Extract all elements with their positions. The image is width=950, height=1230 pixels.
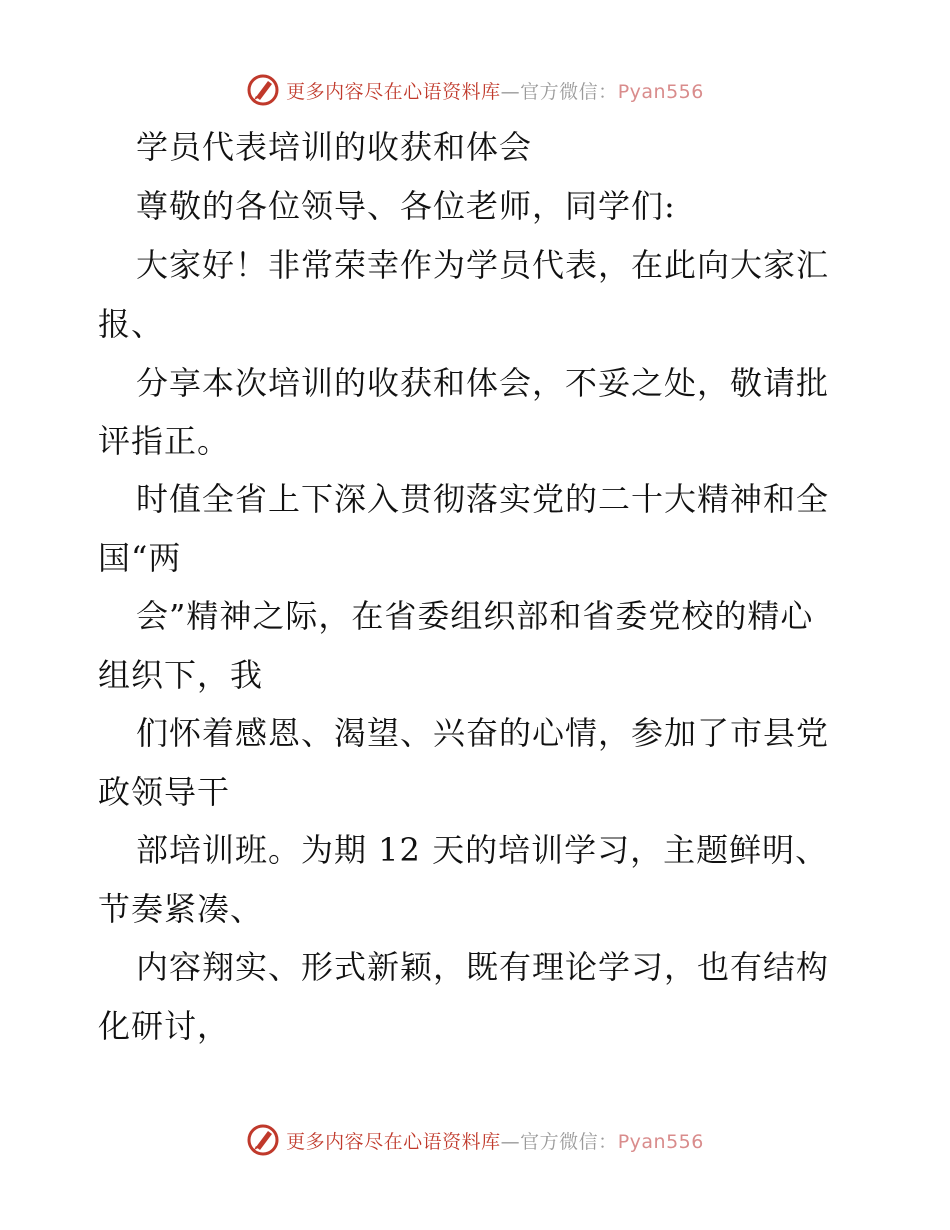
paragraph-line: 政领导干: [98, 773, 231, 811]
banner-wechat-handle: Pyan556: [617, 1130, 704, 1153]
banner-wechat-label: 官方微信：: [520, 1130, 618, 1153]
paragraph-line: 部培训班。为期 12 天的培训学习，主题鲜明、: [136, 831, 829, 869]
banner-text: [286, 77, 704, 104]
pen-seal-logo-icon: [246, 73, 280, 107]
banner-dash: —: [500, 80, 521, 103]
banner-site-name: 更多内容尽在心语资料库: [286, 80, 501, 103]
paragraph-line: 内容翔实、形式新颖，既有理论学习，也有结构: [136, 948, 830, 986]
paragraph-line: 化研讨，: [98, 1007, 231, 1045]
header-banner: [0, 70, 950, 110]
pen-seal-logo-icon: [246, 1123, 280, 1157]
banner-wechat-handle: Pyan556: [617, 80, 704, 103]
banner-wechat-label: 官方微信：: [520, 80, 618, 103]
paragraph-line: 国“两: [98, 539, 182, 577]
paragraph-line: 评指正。: [98, 422, 231, 460]
paragraph-line: 们怀着感恩、渴望、兴奋的心情，参加了市县党: [136, 714, 830, 752]
banner-site-name: 更多内容尽在心语资料库: [286, 1130, 501, 1153]
footer-banner: [0, 1120, 950, 1160]
paragraph-line: 组织下，我: [98, 656, 264, 694]
document-title: 学员代表培训的收获和体会: [136, 128, 533, 166]
paragraph-line: 分享本次培训的收获和体会，不妥之处，敬请批: [136, 364, 830, 402]
paragraph-line: 大家好！非常荣幸作为学员代表，在此向大家汇: [136, 246, 830, 284]
paragraph-line: 时值全省上下深入贯彻落实党的二十大精神和全: [136, 480, 830, 518]
paragraph-line: 节奏紧凑、: [98, 890, 264, 928]
banner-dash: —: [500, 1130, 521, 1153]
salutation: 尊敬的各位领导、各位老师，同学们:: [136, 187, 676, 225]
paragraph-line: 报、: [98, 305, 165, 343]
paragraph-line: 会”精神之际，在省委组织部和省委党校的精心: [136, 597, 814, 635]
banner-text: [286, 1127, 704, 1154]
